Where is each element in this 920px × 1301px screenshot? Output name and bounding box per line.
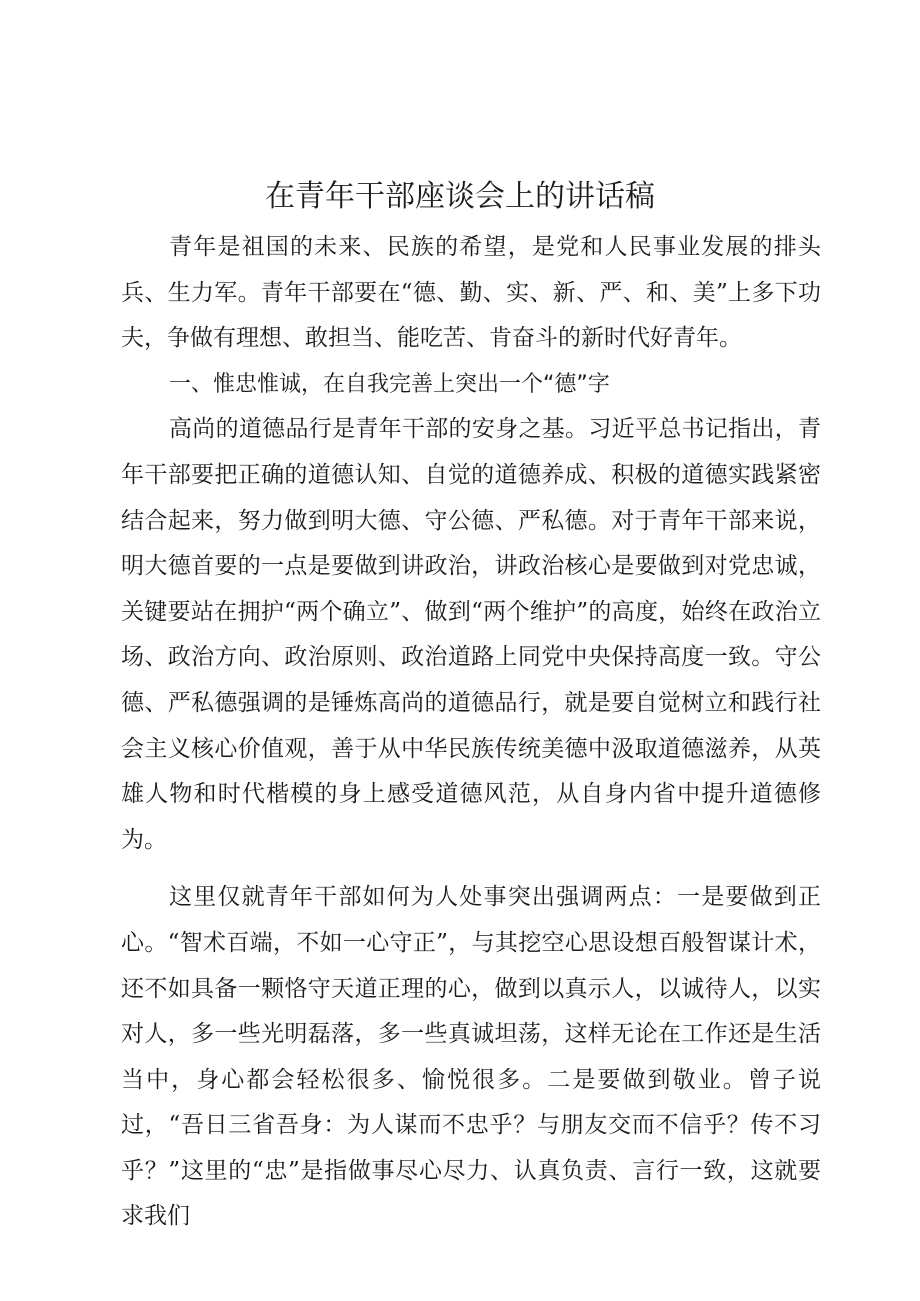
document-title: 在青年干部座谈会上的讲话稿 [265, 179, 655, 214]
section-heading: 一、惟忠惟诚，在自我完善上突出一个“德”字 [169, 371, 610, 397]
body-paragraph: 这里仅就青年干部如何为人处事突出强调两点：一是要做到正心。“智术百端，不如一心守正”，与其挖空心思设想百般智谋计术，还不如具备一颗恪守天道正理的心，做到以真示人，以诚待人，以实对人，多一些光明磊落，多一些真诚坦荡，这样无论在工作还是生活当中，身心都会轻松很多、愉悦很多。二是要做到敬业。曾子说过，“吾日三省吾身：为人谋而不忠乎？与朋友交而不信乎？传不习乎？”这里的“忠”是指做事尽心尽力、认真负责、言行一致，这就要求我们 [121, 884, 821, 1230]
body-paragraph: 高尚的道德品行是青年干部的安身之基。习近平总书记指出，青年干部要把正确的道德认知、自觉的道德养成、积极的道德实践紧密结合起来，努力做到明大德、守公德、严私德。对于青年干部来说，明大德首要的一点是要做到讲政治，讲政治核心是要做到对党忠诚，关键要站在拥护“两个确立”、做到“两个维护”的高度，始终在政治立场、政治方向、政治原则、政治道路上同党中央保持高度一致。守公德、严私德强调的是锤炼高尚的道德品行，就是要自觉树立和践行社会主义核心价值观，善于从中华民族传统美德中汲取道德滋养，从英雄人物和时代楷模的身上感受道德风范，从自身内省中提升道德修为。 [121, 416, 821, 853]
document-body [121, 225, 821, 1240]
intro-paragraph: 青年是祖国的未来、民族的希望，是党和人民事业发展的排头兵、生力军。青年干部要在“德、勤、实、新、严、和、美”上多下功夫，争做有理想、敢担当、能吃苦、肯奋斗的新时代好青年。 [121, 234, 821, 352]
paragraph-spacer [121, 863, 821, 875]
